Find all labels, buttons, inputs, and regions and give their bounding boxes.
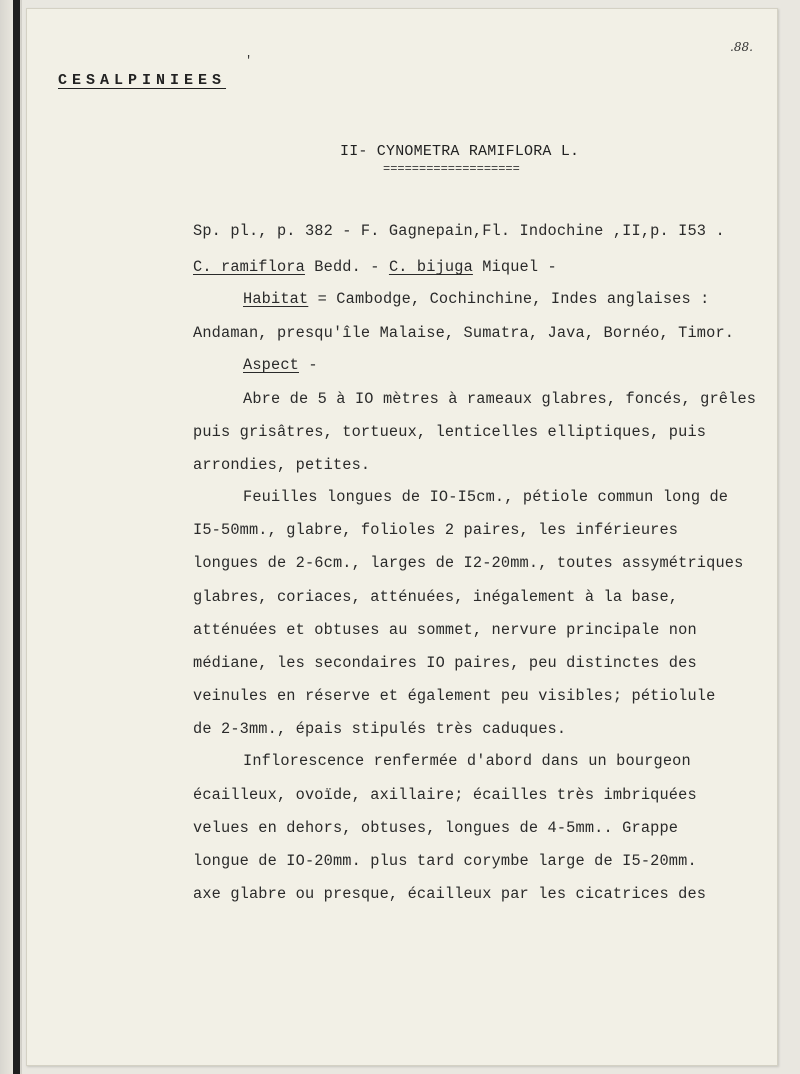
text-line: I5-50mm., glabre, folioles 2 paires, les inférieures [193,521,679,539]
text-line: longues de 2-6cm., larges de I2-20mm., toutes assymétriques [193,554,744,572]
text-line: de 2-3mm., épais stipulés très caduques. [193,720,567,738]
text-line: Inflorescence renfermée d'abord dans un bourgeon [243,752,691,770]
species-title: II- CYNOMETRA RAMIFLORA L. [340,143,580,160]
text-line: veinules en réserve et également peu visibles; pétiolule [193,687,716,705]
binding-spine [13,0,20,1074]
aspect-label: Aspect [243,356,299,374]
synonym-2-author: Miquel - [472,258,557,276]
text-line: médiane, les secondaires IO paires, peu distinctes des [193,654,697,672]
text-line: atténuées et obtuses au sommet, nervure principale non [193,621,697,639]
synonym-1: C. ramiflora [193,258,305,276]
text-line: longue de IO-20mm. plus tard corymbe large de I5-20mm. [193,852,697,870]
aspect-heading [243,356,318,374]
habitat-line [243,290,710,308]
synonyms-line [193,258,557,276]
text-line: Feuilles longues de IO-I5cm., pétiole commun long de [243,488,729,506]
reference-line: Sp. pl., p. 382 - F. Gagnepain,Fl. Indochine ,II,p. I53 . [193,222,725,240]
synonym-1-author: Bedd. - [304,258,389,276]
section-header: CESALPINIEES [58,72,227,89]
title-double-rule: =================== [383,162,520,176]
text-line: arrondies, petites. [193,456,371,474]
text-line: glabres, coriaces, atténuées, inégalement à la base, [193,588,679,606]
synonym-2: C. bijuga [388,258,473,276]
page-number: .88. [730,40,753,54]
text-line: axe glabre ou presque, écailleux par les cicatrices des [193,885,707,903]
text-line: Abre de 5 à IO mètres à rameaux glabres, foncés, grêles [243,390,757,408]
text-line: velues en dehors, obtuses, longues de 4-5mm.. Grappe [193,819,679,837]
habitat-text: = Cambodge, Cochinchine, Indes anglaises : [308,290,710,308]
text-line: puis grisâtres, tortueux, lenticelles elliptiques, puis [193,423,707,441]
accent-mark: ' [245,54,253,68]
habitat-continuation: Andaman, presqu'île Malaise, Sumatra, Java, Bornéo, Timor. [193,324,735,342]
text-line: écailleux, ovoïde, axillaire; écailles très imbriquées [193,786,697,804]
habitat-label: Habitat [243,290,309,308]
aspect-suffix: - [298,356,318,374]
